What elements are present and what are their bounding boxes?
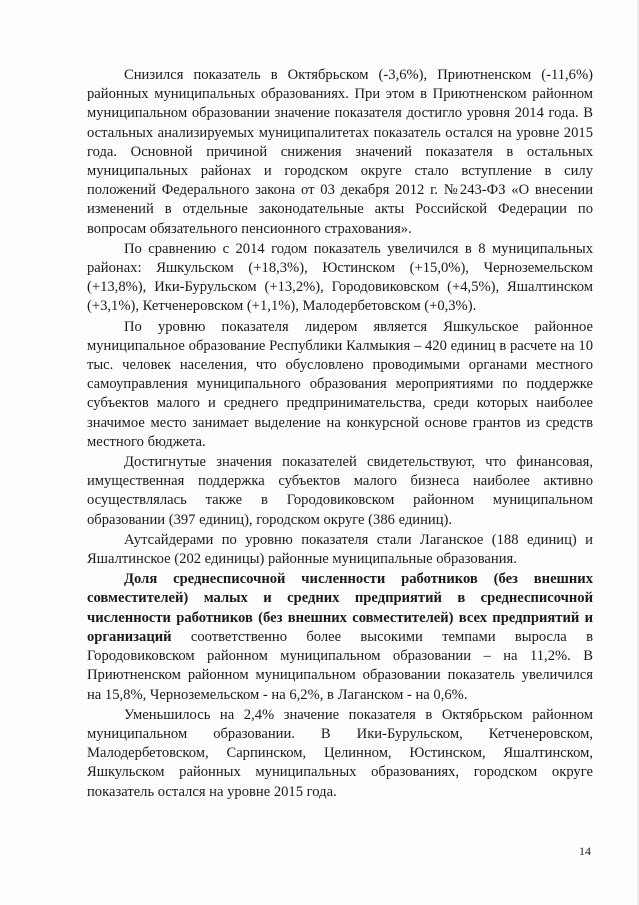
paragraph-leader <box>87 318 593 452</box>
paragraph-text: Уменьшилось на 2,4% значение показателя в Октябрьском районном муниципальном образовании. В Ики-Бурульском, Кетченеровском, Малодербетовском, Сарпинском, Целинном, Юстинском, Яшалтинском, Яшкульском районных муниципальных образованиях, городском округе показатель остался на уровне 2015 года. <box>87 706 593 800</box>
paragraph-text: Достигнутые значения показателей свидетельствуют, что финансовая, имущественная поддержка субъектов малого бизнеса наиболее активно осуществлялась также в Городовиковском районном муниципальном образовании (397 единиц), городском округе (386 единиц). <box>87 454 593 528</box>
paragraph-decrease <box>87 706 593 802</box>
paragraph-text: Аутсайдерами по уровню показателя стали Лаганское (188 единиц) и Яшалтинское (202 единицы) районные муниципальные образования. <box>87 531 593 568</box>
paragraph-growth-2014 <box>87 240 593 317</box>
paragraph-text: По сравнению с 2014 годом показатель увеличился в 8 муниципальных районах: Яшкульском (+18,3%), Юстинском (+15,0%), Черноземельском (+13,8%), Ики-Бурульском (+13,2%), Городовиковском (+4,5%), Яшалтинском (+3,1%), Кетченеровском (+1,1%), Малодербетовском (+0,3%). <box>87 240 593 315</box>
paragraph-decline <box>87 66 593 239</box>
body-text <box>87 66 593 802</box>
paragraph-support <box>87 453 593 530</box>
paragraph-text: По уровню показателя лидером является Яшкульское районное муниципальное образование Республики Калмыкия – 420 единиц в расчете на 10 тыс. человек населения, что обусловлено проводимыми органами местного самоуправления муниципального образования мероприятиями по поддержке субъектов малого и среднего предпринимательства, среди которых наиболее значимое место занимает выделение на конкурсной основе грантов из средств местного бюджета. <box>87 318 593 450</box>
indicator-heading: Доля среднесписочной численности работников (без внешних совместителей) малых и средних предприятий в среднесписочной численности работников (без внешних совместителей) всех предприятий и организаций <box>87 571 593 645</box>
paragraph-employment-share <box>87 570 593 704</box>
paragraph-text: Снизился показатель в Октябрьском (-3,6%), Приютненском (-11,6%) районных муниципальных образованиях. При этом в Приютненском районном муниципальном образовании значение показателя достигло уровня 2014 года. В остальных анализируемых муниципалитетах показатель остался на уровне 2015 года. Основной причиной снижения значений показателя в остальных муниципальных районах и городском округе стало вступление в силу положений Федерального закона от 03 декабря 2012 г. №243-ФЗ «О внесении изменений в отдельные законодательные акты Российской Федерации по вопросам обязательного пенсионного страхования». <box>87 67 593 237</box>
page-number: 14 <box>579 844 591 858</box>
paragraph-text: соответственно более высокими темпами выросла в Городовиковском районном муниципальном образовании – на 11,2%. В Приютненском районном муниципальном образовании показатель увеличился на 15,8%, Черноземельском - на 6,2%, в Лаганском - на 0,6%. <box>87 628 593 703</box>
paragraph-outsiders <box>87 531 593 569</box>
